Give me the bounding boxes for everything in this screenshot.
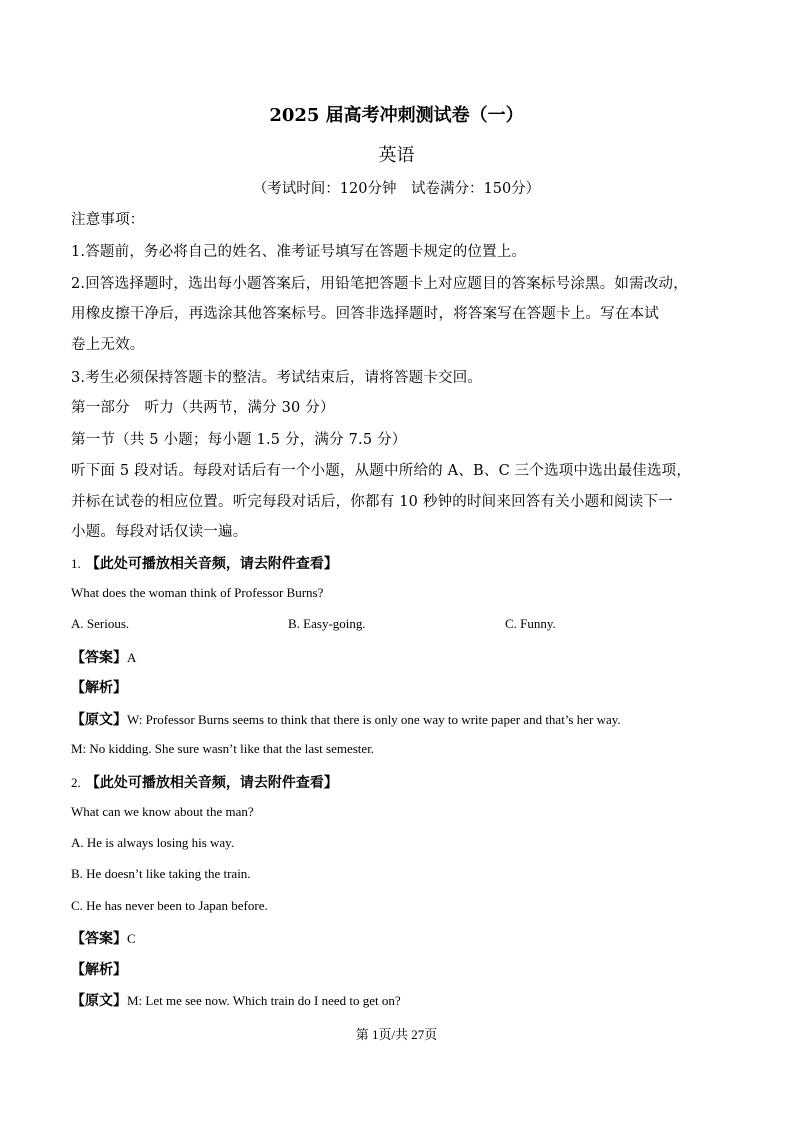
q2-question: What can we know about the man? [71,804,254,819]
q1-option-c: C. Funny. [505,616,556,631]
q1-analysis-tag: 【解析】 [71,680,127,696]
q2-answer-tag: 【答案】 [71,931,127,947]
q2-option-c: C. He has never been to Japan before. [71,898,268,913]
instruction-line-3: 小题。每段对话仅读一遍。 [71,524,248,540]
notice-item-2-line-3: 卷上无效。 [71,337,145,353]
page-number: 第 1页/共 27页 [355,1027,438,1042]
q2-original-text-1: M: Let me see now. Which train do I need to get on? [127,993,401,1008]
q1-option-b: B. Easy-going. [288,616,366,631]
q1-original-tag: 【原文】 [71,712,127,728]
q2-original-tag: 【原文】 [71,993,127,1009]
q1-header [71,553,731,573]
q1-question: What does the woman think of Professor Burns? [71,585,324,600]
q2-audio-link[interactable]: 【此处可播放相关音频，请去附件查看】 [85,775,338,791]
notice-item-1: 1.答题前，务必将自己的姓名、准考证号填写在答题卡规定的位置上。 [71,244,527,260]
q1-answer-tag: 【答案】 [71,650,127,666]
q2-answer [71,928,731,948]
notice-item-3: 3.考生必须保持答题卡的整洁。考试结束后，请将答题卡交回。 [71,370,483,386]
q2-answer-value: C [127,931,136,946]
q1-number: 1. [71,556,81,571]
q1-original-text-1: W: Professor Burns seems to think that there is only one way to write paper and that’s her way. [127,712,621,727]
q2-number: 2. [71,775,81,790]
notice-item-2-line-2: 用橡皮擦干净后，再选涂其他答案标号。回答非选择题时，将答案写在答题卡上。写在本试 [71,306,659,322]
subject-title: 英语 [378,145,415,166]
instruction-line-2: 并标在试卷的相应位置。听完每段对话后，你都有 10 秒钟的时间来回答有关小题和阅读下一 [71,494,673,510]
q2-original-line-1 [71,990,731,1010]
exam-info: （考试时间：120分钟 试卷满分：150分） [252,181,541,197]
q1-option-a: A. Serious. [71,616,130,631]
q2-option-b: B. He doesn’t like taking the train. [71,866,251,881]
section1-heading: 第一节（共 5 小题；每小题 1.5 分，满分 7.5 分） [71,432,407,448]
q1-answer [71,647,731,667]
notice-item-2-line-1: 2.回答选择题时，选出每小题答案后，用铅笔把答题卡上对应题目的答案标号涂黑。如需改动， [71,276,688,292]
q1-original-line-1 [71,709,731,729]
q1-audio-link[interactable]: 【此处可播放相关音频，请去附件查看】 [85,556,338,572]
q1-original-line-2: M: No kidding. She sure wasn’t like that the last semester. [71,741,375,756]
q2-analysis-tag: 【解析】 [71,962,127,978]
q2-header [71,772,731,792]
notice-heading: 注意事项： [71,212,145,228]
instruction-line-1: 听下面 5 段对话。每段对话后有一个小题，从题中所给的 A、B、C 三个选项中选出最佳选项， [71,463,692,479]
q1-answer-value: A [127,650,137,665]
q2-option-a: A. He is always losing his way. [71,835,235,850]
exam-title: 2025 届高考冲刺测试卷（一） [269,105,524,126]
part1-heading: 第一部分 听力（共两节，满分 30 分） [71,400,335,416]
